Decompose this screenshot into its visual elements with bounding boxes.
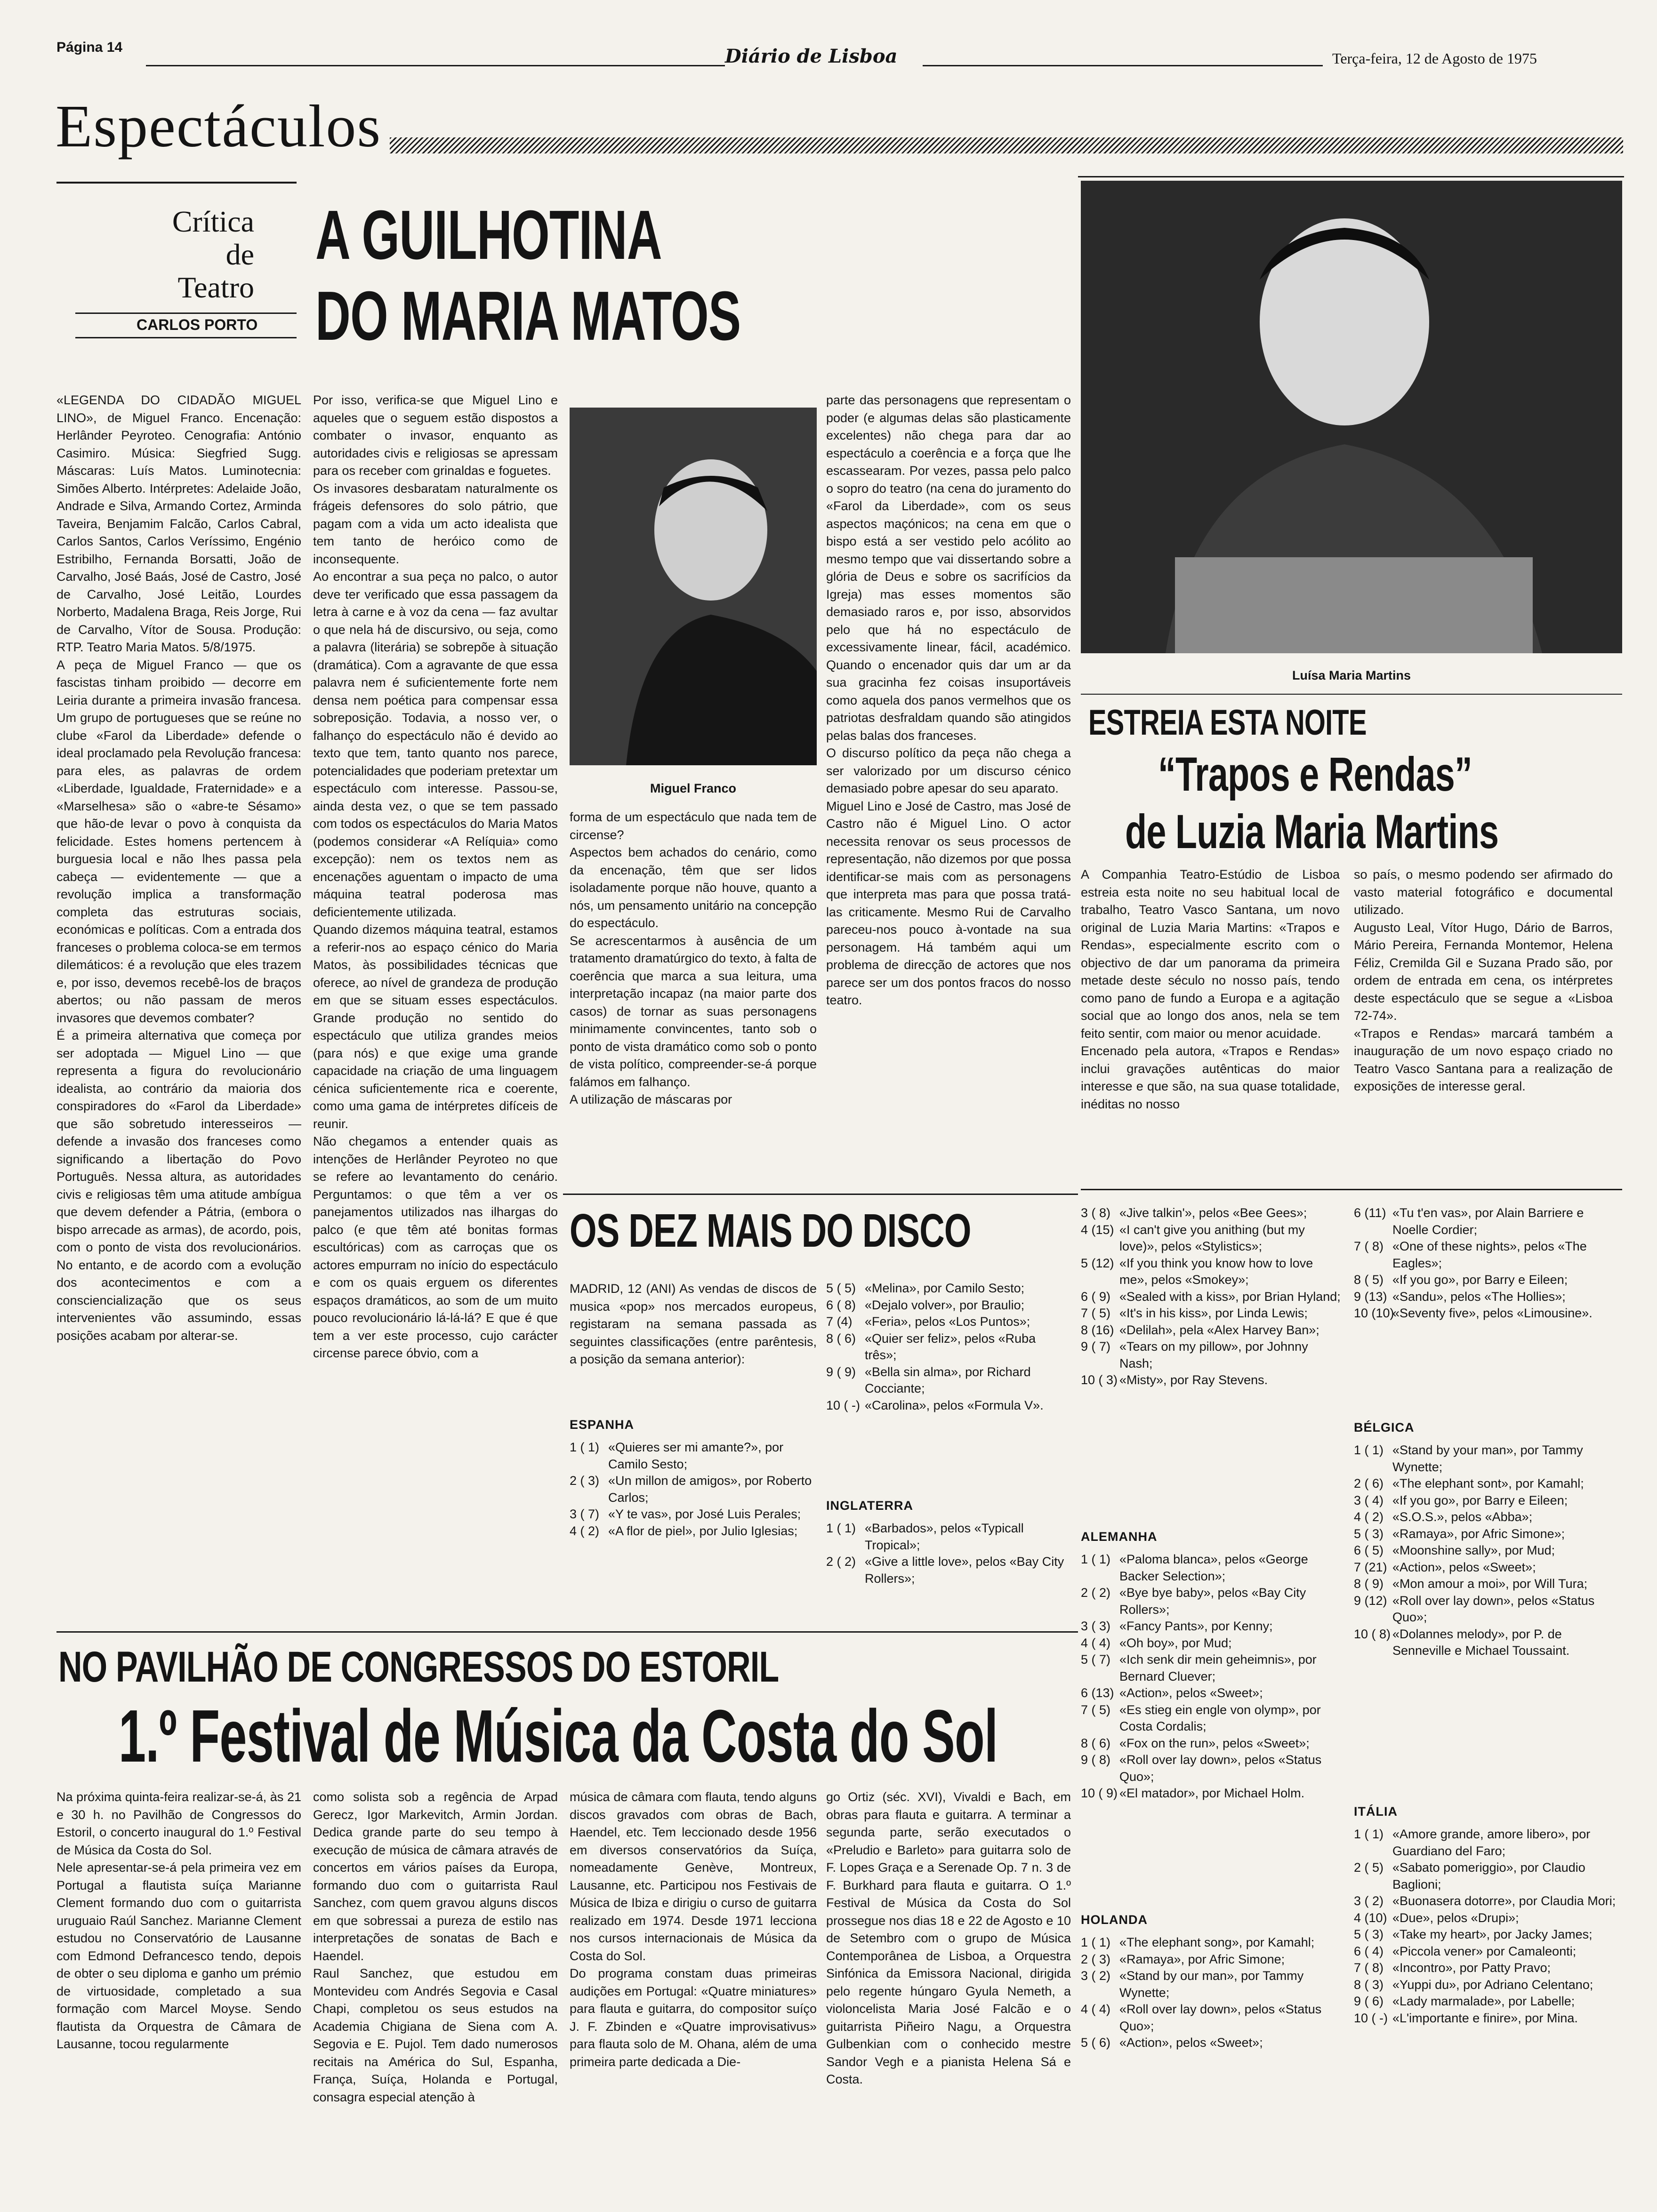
chart-entry <box>1354 1926 1617 1943</box>
miguel-franco-caption: Miguel Franco <box>650 781 736 795</box>
chart-entry-title: «Seventy five», pelos «Limousine». <box>1392 1306 1593 1320</box>
chart-entry <box>1081 1685 1342 1702</box>
chart-entry <box>1081 1372 1342 1389</box>
chart-entry <box>1354 1993 1617 2010</box>
chart-entry-position: 1 ( 1) <box>570 1440 600 1454</box>
chart-entry-position: 8 ( 3) <box>1354 1977 1384 1992</box>
chart-entry-position: 1 ( 1) <box>826 1521 856 1535</box>
chart-entry <box>1354 1559 1617 1576</box>
chart-entry-position: 7 ( 8) <box>1354 1239 1384 1253</box>
chart-entry-position: 1 ( 1) <box>1081 1552 1111 1566</box>
critica-column-2: Por isso, verifica-se que Miguel Lino e aqueles que o seguem estão dispostos a combater o invasor, enquanto as autoridades civis e religiosas se apressam para os receber com grinaldas e foguetes. Os invasores desbaratam naturalmente os frágeis defensores do solo pátrio, que pagam com a vida um acto idealista que tem tanto de heróico como de inconsequente. Ao encontrar a sua peça no palco, o autor deve ter verificado que essa passagem da letra à carne e à voz da cena — faz avultar o que nela há de discursivo, ou seja, como a palavra (literária) se sobrepõe à situação (dramática). Com a agravante de que essa palavra nem é suficientemente forte nem densa nem poética para compensar essa sobreposição. Todavia, a nosso ver, o falhanço do espectáculo não é devido ao texto que tem, tanto quanto nos parece, potencialidades que poderiam pretextar um espectáculo com interesse. Passou-se, ainda desta vez, o que se tem passado com todos os espectáculos do Maria Matos (podemos considerar «A Relíquia» como excepção): nem os textos nem as encenações aguentam o impacto de uma máquina teatral poderosa mas deficientemente utilizada. Quando dizemos máquina teatral, estamos a referir-nos ao espaço cénico do Maria Matos, às possibilidades técnicas que oferece, ao nível de grandeza de produção em que se situam esses espectáculos. Grande produção no sentido do espectáculo que utiliza grandes meios (para nós) e que exige uma grande capacidade na criação de uma linguagem cénica suficientemente rica e coerente, como uma gama de intérpretes difíceis de reunir. Não chegamos a entender quais as intenções de Herlânder Peyroteo no que se refere ao levantamento do cenário. Perguntamos: o que têm a ver os panejamentos utilizados nas ilhargas do palco (e que têm até bonitas formas escultóricas) com as carroças que os actores empurram no início do espectáculo e com os quais erguem os diferentes espaços dramáticos, ao som de um muito pouco revolucionário lá-lá-lá? E que é que tem a ver este processo, cujo carácter circense parece óbvio, com a <box>313 393 558 1360</box>
disco-headline: OS DEZ MAIS DO DISCO <box>570 1204 971 1257</box>
chart-entry-title: «Sabato pomeriggio», por Claudio Baglioni; <box>1392 1860 1585 1891</box>
chart-entry-position: 8 ( 6) <box>1081 1736 1111 1750</box>
estreia-column-1: A Companhia Teatro-Estúdio de Lisboa estreia esta noite no seu habitual local de trabalho, Teatro Vasco Santana, um novo original de Luzia Maria Martins: «Trapos e Rendas», especialmente escrito com o objectivo de dar um panorama da primeira metade deste século no nosso país, tendo como pano de fundo a Europa e a agitação social que ao longo dos anos, nela se tem feito sentir, com maior ou menor acuidade. Encenado pela autora, «Trapos e Rendas» inclui gravações autênticas do maior interesse e que são, na sua quase totalidade, inéditas no nosso <box>1081 867 1340 1111</box>
festival-column-1: Na próxima quinta-feira realizar-se-á, às 21 e 30 h. no Pavilhão de Congressos do Estoril, o concerto inaugural do 1.º Festival de Música da Costa do Sol. Nele apresentar-se-á pela primeira vez em Portugal a flautista suíça Marianne Clement formando duo com o guitarrista uruguaio Raúl Sanchez. Marianne Clement estudou no Conservatório de Lausanne com Edmond Defrancesco tendo, depois de obter o seu diploma e ganho um prémio de virtuosidade, completado a sua formação com Marcel Moyse. Sendo flautista da Orquestra de Câmara de Lausanne, tocou regularmente <box>56 1790 301 2051</box>
chart-entry-position: 8 ( 5) <box>1354 1273 1384 1287</box>
chart-entry-position: 3 ( 2) <box>1354 1894 1384 1908</box>
inglaterra-list-a <box>826 1520 1071 1587</box>
chart-entry-position: 2 ( 5) <box>1354 1860 1384 1875</box>
chart-entry <box>1081 1338 1342 1372</box>
chart-entry <box>1081 1785 1342 1802</box>
chart-entry <box>1081 1702 1342 1735</box>
chart-entry-title: «Misty», por Ray Stevens. <box>1119 1373 1268 1387</box>
chart-entry-title: «Due», pelos «Drupi»; <box>1392 1910 1519 1925</box>
chart-entry-title: «Stand by our man», por Tammy Wynette; <box>1119 1969 1304 2000</box>
belgica-list <box>1354 1442 1617 1659</box>
estreia-column-2: so país, o mesmo podendo ser afirmado do vasto material fotográfico e documental utilizado. Augusto Leal, Vítor Hugo, Dário de Barros, Mário Pereira, Fernanda Montemor, Helena Féliz, Cremilda Gil e Suzana Prado são, por ordem de entrada em cena, os intérpretes deste espectáculo que se segue a «Lisboa 72-74». «Trapos e Rendas» marcará também a inauguração de um novo espaço criado no Teatro Vasco Santana para a realização de exposições de interesse geral. <box>1354 867 1613 1093</box>
chart-entry <box>1081 1735 1342 1752</box>
chart-entry-position: 5 (12) <box>1081 1256 1114 1270</box>
critica-top-rule <box>56 182 297 184</box>
chart-entry-position: 5 ( 6) <box>1081 2036 1111 2050</box>
chart-entry-position: 10 ( -) <box>1354 2011 1388 2025</box>
chart-entry <box>1081 1585 1342 1618</box>
estreia-title-line1: “Trapos e Rendas” <box>1158 747 1472 801</box>
chart-entry-position: 3 ( 3) <box>1081 1619 1111 1633</box>
chart-entry-position: 7 ( 5) <box>1081 1306 1111 1320</box>
chart-entry-position: 5 ( 7) <box>1081 1652 1111 1667</box>
chart-entry-title: «Roll over lay down», pelos «Status Quo»; <box>1119 1753 1322 1784</box>
chart-entry <box>1081 1618 1342 1635</box>
chart-entry-title: «If you go», por Barry e Eileen; <box>1392 1493 1568 1507</box>
chart-entry-position: 9 ( 8) <box>1081 1753 1111 1767</box>
chart-entry-position: 10 ( 8) <box>1354 1627 1391 1641</box>
chart-entry-title: «Sandu», pelos «The Hollies»; <box>1392 1289 1566 1304</box>
critica-column-1: «LEGENDA DO CIDADÃO MIGUEL LINO», de Miguel Franco. Encenação: Herlânder Peyroteo. Cenografia: António Casimiro. Música: Siegfried Sugg. Máscaras: Luís Matos. Luminotecnia: Simões Alberto. Intérpretes: Adelaide João, Andrade e Silva, Armando Cortez, Arminda Taveira, Benjamim Falcão, Carlos Cabral, Carlos Santos, Carlos Veríssimo, Engénio Estribilho, Fernanda Borsatti, João de Carvalho, José Baás, José de Castro, José de Carvalho, José Leitão, Lourdes Norberto, Madalena Braga, Reis Jorge, Rui de Carvalho, Vítor de Sousa. Produção: RTP. Teatro Maria Matos. 5/8/1975. A peça de Miguel Franco — que os fascistas tinham proibido — decorre em Leiria durante a primeira invasão francesa. Um grupo de portugueses que se reúne no clube «Farol da Liberdade» defende o ideal proclamado pela Revolução francesa: para eles, as palavras de ordem «Liberdade, Igualdade, Fraternidade» e a «Marselhesa» são o «abre-te Sésamo» que hão-de levar o povo à conquista da felicidade. Estes homens pertencem à burguesia local e não lhes passa pela cabeça — evidentemente — que a revolução implica a transformação completa das estruturas sociais, económicas e políticas. Com a entrada dos franceses o problema coloca-se em termos dilemáticos: é a revolução que eles trazem e, por isso, devemos recebê-los de braços abertos; ou não passam de meros invasores que devemos combater? É a primeira alternativa que começa por ser adoptada — Miguel Lino — que representa a figura do revolucionário idealista, ao contrário da maioria dos conspiradores do «Farol da Liberdade» que são sobretudo interesseiros — defende a invasão dos franceses como significando a libertação do Povo Português. Nessa altura, as autoridades civis e religiosas têm uma atitude ambígua que devem defender a Pátria, (embora o bispo arrecade as armas), de acordo, pois, com o ponto de vista dos revolucionários. No entanto, e de acordo com a evolução dos acontecimentos e com a consciencialização que os seus intervenientes vão assumindo, essas posições acabam por alterar-se. <box>56 393 301 1343</box>
chart-entry-position: 5 ( 3) <box>1354 1526 1384 1541</box>
chart-entry-title: «Tears on my pillow», por Johnny Nash; <box>1119 1339 1308 1370</box>
chart-entry-title: «Paloma blanca», pelos «George Backer Selection»; <box>1119 1552 1308 1583</box>
chart-entry-position: 4 ( 2) <box>1354 1510 1384 1524</box>
chart-entry <box>1354 1205 1617 1238</box>
masthead-rule-left <box>146 65 725 66</box>
chart-entry-title: «Jive talkin'», pelos «Bee Gees»; <box>1119 1206 1307 1220</box>
chart-entry-title: «If you think you know how to love me», pelos «Smokey»; <box>1119 1256 1313 1287</box>
chart-entry-position: 7 ( 8) <box>1354 1961 1384 1975</box>
chart-entry-position: 6 (13) <box>1081 1686 1114 1700</box>
chart-entry-position: 6 ( 5) <box>1354 1543 1384 1557</box>
section-title: Espectáculos <box>56 93 382 160</box>
chart-entry-title: «Quieres ser mi amante?», por Camilo Sesto; <box>608 1440 784 1471</box>
chart-entry-position: 7 ( 5) <box>1081 1702 1111 1717</box>
chart-entry <box>1354 1492 1617 1509</box>
chart-entry-position: 9 ( 7) <box>1081 1339 1111 1354</box>
chart-entry <box>1081 1934 1342 1951</box>
chart-entry-position: 3 ( 7) <box>570 1507 600 1521</box>
chart-entry-title: «It's in his kiss», por Linda Lewis; <box>1119 1306 1308 1320</box>
critica-headline-line2: DO MARIA MATOS <box>315 277 741 355</box>
chart-entry-position: 5 ( 5) <box>826 1281 856 1295</box>
chart-entry <box>826 1520 1071 1554</box>
chart-entry-title: «Fancy Pants», por Kenny; <box>1119 1619 1273 1633</box>
chart-entry <box>826 1280 1071 1297</box>
italia-label: ITÁLIA <box>1354 1804 1398 1819</box>
chart-entry <box>1081 1968 1342 2001</box>
chart-entry <box>826 1314 1071 1330</box>
chart-entry-position: 10 ( 3) <box>1081 1373 1118 1387</box>
chart-entry <box>1081 1289 1342 1306</box>
chart-entry-title: «Es stieg ein engle von olymp», por Costa Cordalis; <box>1119 1702 1321 1733</box>
espanha-label: ESPANHA <box>570 1418 635 1432</box>
chart-entry-position: 10 ( -) <box>826 1398 861 1412</box>
chart-entry <box>1354 1593 1617 1626</box>
chart-entry <box>826 1330 1071 1364</box>
chart-entry <box>1354 1859 1617 1893</box>
chart-entry-title: «Un millon de amigos», por Roberto Carlos; <box>608 1474 812 1505</box>
chart-entry <box>1081 1551 1342 1585</box>
chart-entry <box>826 1397 1071 1414</box>
miguel-franco-photo <box>570 408 817 765</box>
critica-column-4: parte das personagens que representam o poder (e algumas delas são plasticamente excelentes) não chega para dar ao espectáculo a coerência e a força que lhe escassearam. Por vezes, passa pelo palco o sopro do teatro (na cena do juramento do «Farol da Liberdade», com os seus aspectos maçónicos; na cena em que o bispo está a ser vestido pelo acólito ao mesmo tempo que vai dissertando sobre a glória de Deus e sobre os sacrifícios da Igreja) mas esses momentos são demasiado raros e, por isso, absorvidos pelo que há no espectáculo de excessivamente linear, fácil, académico. Quando o encenador quis dar um ar da sua gracinha fez coisas insuportáveis como aquela dos panos vermelhos que os patriotas desfraldam quando são atingidos pelas balas dos franceses. O discurso político da peça não chega a ser valorizado por um discurso cénico demasiado pobre apesar do seu aparato. Miguel Lino e José de Castro, mas José de Castro não é Miguel Lino. O actor necessita renovar os seus processos de representação, não dizemos por que possa identificar-se mais com as personagens que interpreta mas para que possa tratá-las criticamente. Mesmo Rui de Carvalho pareceu-nos pouco à-vontade na sua personagem. Há também aqui um problema de direcção de actores que nos parece ser um dos pontos fracos do nosso teatro. <box>826 393 1071 1007</box>
chart-entry <box>1354 1305 1617 1322</box>
chart-entry <box>1081 1205 1342 1222</box>
chart-entry-position: 1 ( 1) <box>1354 1443 1384 1457</box>
chart-entry-title: «Sealed with a kiss», por Brian Hyland; <box>1119 1289 1341 1304</box>
portrait-silhouette <box>570 408 817 765</box>
chart-entry <box>1354 1576 1617 1593</box>
holanda-list-a <box>1081 1934 1342 2052</box>
chart-entry <box>1354 1442 1617 1475</box>
chart-entry-position: 9 (12) <box>1354 1593 1387 1608</box>
chart-entry-position: 7 (4) <box>826 1314 853 1329</box>
chart-entry-title: «Fox on the run», pelos «Sweet»; <box>1119 1736 1310 1750</box>
espanha-list-b <box>826 1280 1071 1414</box>
chart-entry-title: «Delilah», pela «Alex Harvey Ban»; <box>1119 1322 1319 1337</box>
chart-entry <box>1354 1943 1617 1960</box>
chart-entry-title: «Incontro», por Patty Pravo; <box>1392 1961 1551 1975</box>
chart-entry <box>1354 1272 1617 1289</box>
chart-entry-position: 3 ( 8) <box>1081 1206 1111 1220</box>
chart-entry-title: «Roll over lay down», pelos «Status Quo»; <box>1119 2002 1322 2033</box>
chart-entry <box>1354 1542 1617 1559</box>
estreia-kicker: ESTREIA ESTA NOITE <box>1088 703 1367 743</box>
italia-list <box>1354 1826 1617 2027</box>
chart-entry-position: 9 ( 6) <box>1354 1994 1384 2008</box>
chart-entry-title: «Feria», pelos «Los Puntos»; <box>865 1314 1030 1329</box>
issue-date: Terça-feira, 12 de Agosto de 1975 <box>1332 50 1537 67</box>
chart-entry <box>1354 1509 1617 1526</box>
chart-entry-title: «I can't give you anithing (but my love)», pelos «Stylistics»; <box>1119 1222 1305 1253</box>
chart-entry-title: «Yuppi du», por Adriano Celentano; <box>1392 1977 1593 1992</box>
critica-author-rule <box>75 313 297 314</box>
chart-entry-title: «Dolannes melody», por P. de Senneville e Michael Toussaint. <box>1392 1627 1570 1658</box>
chart-entry-position: 2 ( 3) <box>570 1474 600 1488</box>
chart-entry-title: «Amore grande, amore libero», por Guardiano del Faro; <box>1392 1827 1591 1858</box>
chart-entry-title: «Action», pelos «Sweet»; <box>1119 2036 1263 2050</box>
belgica-label: BÉLGICA <box>1354 1420 1415 1435</box>
chart-entry <box>1081 1255 1342 1289</box>
chart-entry-title: «Ramaya», por Afric Simone; <box>1119 1952 1285 1966</box>
chart-entry <box>570 1473 817 1506</box>
chart-entry-position: 3 ( 2) <box>1081 1969 1111 1983</box>
chart-entry <box>1354 1526 1617 1543</box>
chart-entry-position: 6 (11) <box>1354 1206 1386 1220</box>
chart-entry <box>1081 1651 1342 1685</box>
critica-label <box>75 205 254 304</box>
chart-entry <box>826 1297 1071 1314</box>
chart-entry-title: «Quier ser feliz», pelos «Ruba três»; <box>865 1331 1036 1362</box>
chart-entry <box>570 1523 817 1540</box>
chart-entry <box>1354 1626 1617 1659</box>
chart-entry-title: «The elephant song», por Kamahl; <box>1119 1935 1315 1949</box>
chart-entry <box>1354 1289 1617 1306</box>
chart-entry-title: «Oh boy», por Mud; <box>1119 1635 1232 1650</box>
chart-entry <box>1081 1305 1342 1322</box>
chart-entry <box>1354 1238 1617 1272</box>
chart-entry <box>826 1554 1071 1587</box>
disco-divider-left <box>563 1194 1078 1195</box>
critica-author-rule-bottom <box>75 337 297 338</box>
chart-entry-position: 4 (15) <box>1081 1222 1114 1237</box>
chart-entry <box>1354 1475 1617 1492</box>
chart-entry-title: «Moonshine sally», por Mud; <box>1392 1543 1555 1557</box>
paper-name: Diário de Lisboa <box>725 45 898 67</box>
festival-column-2: como solista sob a regência de Arpad Gerecz, Igor Markevitch, Armin Jordan. Dedica grande parte do seu tempo à execução de música de câmara através de concertos em vários países da Europa, formando duo com o guitarrista Raul Sanchez, com quem gravou alguns discos em que sobressai a pureza de estilo nas interpretações de sonatas de Bach e Haendel. Raul Sanchez, que estudou em Montevideu com Andrés Segovia e Casal Chapi, completou os seus estudos na Academia Chigiana de Siena com A. Segovia e E. Pujol. Tem dado numerosos recitais na América do Sul, Espanha, França, Suíça, Holanda e Portugal, consagra especial atenção à <box>313 1790 558 2104</box>
chart-entry-title: «Melina», por Camilo Sesto; <box>865 1281 1025 1295</box>
chart-entry <box>1081 2001 1342 2035</box>
chart-entry-position: 8 (16) <box>1081 1322 1114 1337</box>
chart-entry-position: 10 (10) <box>1354 1306 1394 1320</box>
chart-entry-position: 6 ( 4) <box>1354 1944 1384 1958</box>
chart-entry-position: 4 ( 4) <box>1081 2002 1111 2016</box>
chart-entry-title: «Roll over lay down», pelos «Status Quo»; <box>1392 1593 1595 1624</box>
chart-entry <box>1081 2035 1342 2052</box>
chart-entry <box>570 1506 817 1523</box>
chart-entry-title: «Action», pelos «Sweet»; <box>1119 1686 1263 1700</box>
section-hatch-bar <box>390 137 1623 153</box>
portrait-photo <box>1081 181 1622 653</box>
chart-entry-position: 2 ( 2) <box>826 1555 856 1569</box>
chart-entry <box>1081 1322 1342 1339</box>
page-number: Página 14 <box>56 40 123 55</box>
festival-column-4: go Ortiz (séc. XVI), Vivaldi e Bach, em obras para flauta e guitarra. A terminar a segunda parte, serão executados o «Preludio e Barleto» para guitarra solo de F. Lopes Graça e a Serenade Op. 7 n. 3 de F. Burkhard para flauta e guitarra. O 1.º Festival de Música da Costa do Sol prossegue nos dias 18 e 22 de Agosto e 10 de Setembro com o grupo de Música Contemporânea de Lisboa, a Orquestra Sinfónica da Emissora Nacional, dirigida pelo regente húngaro Gyula Nemeth, a violoncelista Maria José Falcão e o guitarrista Piñeiro Nagu, a Orquestra Gulbenkian com o conhecido mestre Sandor Vegh e a pianista Helena Sá e Costa. <box>826 1790 1071 2086</box>
estreia-top-rule <box>1078 176 1624 177</box>
chart-entry-title: «Barbados», pelos «Typicall Tropical»; <box>865 1521 1024 1552</box>
espanha-list-a <box>570 1439 817 1539</box>
chart-entry-title: «Give a little love», pelos «Bay City Rollers»; <box>865 1555 1064 1586</box>
chart-entry-title: «Ich senk dir mein geheimnis», por Bernard Cluever; <box>1119 1652 1317 1683</box>
chart-entry <box>1081 1951 1342 1968</box>
disco-intro: MADRID, 12 (ANI) As vendas de discos de musica «pop» nos mercados europeus, registaram na semana passada as seguintes classificações (entre parêntesis, a posição da semana anterior): <box>570 1282 817 1366</box>
chart-entry-position: 2 ( 2) <box>1081 1586 1111 1600</box>
holanda-label: HOLANDA <box>1081 1913 1148 1927</box>
chart-entry-title: «Piccola vener» por Camaleonti; <box>1392 1944 1577 1958</box>
chart-entry-position: 2 ( 6) <box>1354 1476 1384 1491</box>
chart-entry-title: «One of these nights», pelos «The Eagles»; <box>1392 1239 1587 1270</box>
chart-entry-title: «Stand by your man», por Tammy Wynette; <box>1392 1443 1583 1474</box>
chart-entry-position: 5 ( 3) <box>1354 1927 1384 1941</box>
festival-headline: 1.º Festival de Música da Costa do Sol <box>119 1695 998 1778</box>
chart-entry-title: «Lady marmalade», por Labelle; <box>1392 1994 1575 2008</box>
chart-entry <box>826 1364 1071 1397</box>
holanda-list-b <box>1354 1205 1617 1322</box>
chart-entry-position: 2 ( 3) <box>1081 1952 1111 1966</box>
festival-top-rule <box>56 1631 1078 1633</box>
chart-entry-position: 4 ( 4) <box>1081 1635 1111 1650</box>
chart-entry <box>1081 1635 1342 1652</box>
chart-entry <box>1354 1893 1617 1910</box>
chart-entry-title: «If you go», por Barry e Eileen; <box>1392 1273 1568 1287</box>
estreia-title-line2: de Luzia Maria Martins <box>1125 805 1499 858</box>
chart-entry-position: 1 ( 1) <box>1354 1827 1384 1841</box>
critica-author: CARLOS PORTO <box>137 316 258 333</box>
chart-entry <box>1081 1752 1342 1785</box>
chart-entry <box>1354 2010 1617 2027</box>
festival-kicker: NO PAVILHÃO DE CONGRESSOS DO ESTORIL <box>58 1643 779 1691</box>
chart-entry-title: «S.O.S.», pelos «Abba»; <box>1392 1510 1533 1524</box>
chart-entry-title: «Bye bye baby», pelos «Bay City Rollers»; <box>1119 1586 1306 1617</box>
chart-entry-title: «Carolina», pelos «Formula V». <box>865 1398 1044 1412</box>
chart-entry-title: «Buonasera dotorre», por Claudia Mori; <box>1392 1894 1616 1908</box>
estreia-kicker-rule <box>1081 694 1622 695</box>
chart-entry <box>1081 1222 1342 1255</box>
alemanha-label: ALEMANHA <box>1081 1530 1158 1544</box>
chart-entry-title: «Tu t'en vas», por Alain Barriere e Noelle Cordier; <box>1392 1206 1584 1237</box>
inglaterra-label: INGLATERRA <box>826 1499 913 1513</box>
chart-entry-position: 1 ( 1) <box>1081 1935 1111 1949</box>
critica-headline-line1: A GUILHOTINA <box>315 196 662 274</box>
chart-entry-title: «Action», pelos «Sweet»; <box>1392 1560 1536 1574</box>
chart-entry <box>1354 1826 1617 1859</box>
inglaterra-list-b <box>1081 1205 1342 1389</box>
critica-label-line1: Crítica <box>172 205 254 238</box>
chart-entry-title: «Bella sin alma», por Richard Cocciante; <box>865 1364 1031 1395</box>
chart-entry <box>1354 1910 1617 1927</box>
chart-entry-position: 8 ( 6) <box>826 1331 856 1346</box>
critica-label-line2: de <box>225 238 254 271</box>
chart-entry-position: 4 ( 2) <box>570 1523 600 1538</box>
chart-entry-title: «Y te vas», por José Luis Perales; <box>608 1507 801 1521</box>
chart-entry-title: «Mon amour a moi», por Will Tura; <box>1392 1577 1588 1591</box>
chart-entry-position: 10 ( 9) <box>1081 1786 1118 1800</box>
luisa-maria-martins-caption: Luísa Maria Martins <box>1292 668 1411 682</box>
chart-entry-position: 6 ( 8) <box>826 1298 856 1312</box>
chart-entry-title: «The elephant sont», por Kamahl; <box>1392 1476 1584 1491</box>
chart-entry-position: 8 ( 9) <box>1354 1577 1384 1591</box>
chart-entry <box>570 1439 817 1473</box>
chart-entry-position: 6 ( 9) <box>1081 1289 1111 1304</box>
critica-column-3: forma de um espectáculo que nada tem de circense? Aspectos bem achados do cenário, como da encenação, têm que ser lidos isoladamente porque não houve, quanto a nós, um pensamento unitário na concepção do espectáculo. Se acrescentarmos à ausência de um tratamento dramatúrgico do texto, à falta de coerência que marca a sua leitura, uma interpretação incapaz (na maior parte dos casos) de tornar as suas personagens minimamente convincentes, tanto sob o ponto de vista dramático como sob o ponto de vista político, compreender-se-á porque falámos em falhanço. A utilização de máscaras por <box>570 810 817 1106</box>
chart-entry-title: «Take my heart», por Jacky James; <box>1392 1927 1593 1941</box>
chart-entry-position: 3 ( 4) <box>1354 1493 1384 1507</box>
disco-divider-right <box>1081 1189 1622 1190</box>
chart-entry-position: 4 (10) <box>1354 1910 1387 1925</box>
luisa-maria-martins-photo <box>1081 181 1622 653</box>
alemanha-list <box>1081 1551 1342 1802</box>
chart-entry-position: 9 (13) <box>1354 1289 1387 1304</box>
chart-entry-position: 7 (21) <box>1354 1560 1387 1574</box>
chart-entry <box>1354 1977 1617 1994</box>
chart-entry-position: 9 ( 9) <box>826 1364 856 1379</box>
critica-label-line3: Teatro <box>177 271 254 304</box>
chart-entry-title: «Dejalo volver», por Braulio; <box>865 1298 1025 1312</box>
masthead-rule-right <box>923 65 1323 66</box>
chart-entry-title: «El matador», por Michael Holm. <box>1119 1786 1305 1800</box>
chart-entry-title: «A flor de piel», por Julio Iglesias; <box>608 1523 798 1538</box>
chart-entry-title: «Ramaya», por Afric Simone»; <box>1392 1526 1565 1541</box>
chart-entry <box>1354 1960 1617 1977</box>
festival-column-3: música de câmara com flauta, tendo alguns discos gravados com obras de Bach, Haendel, etc. Tem leccionado desde 1956 em diversos conservatórios da Suíça, nomeadamente Genève, Montreux, Lausanne, etc. Participou nos Festivais de Música de Ibiza e dirigiu o curso de guitarra realizado em 1974. Desde 1971 lecciona nos cursos internacionais de Música da Costa do Sol. Do programa constam duas primeiras audições em Portugal: «Quatre miniatures» para flauta e guitarra, do compositor suíço J. F. Zbinden e «Quatre improvisativus» para flauta solo de M. Ohana, além de uma primeira parte dedicada a Die- <box>570 1790 817 2069</box>
chart-entry-title: «L'importante e finire», por Mina. <box>1392 2011 1578 2025</box>
